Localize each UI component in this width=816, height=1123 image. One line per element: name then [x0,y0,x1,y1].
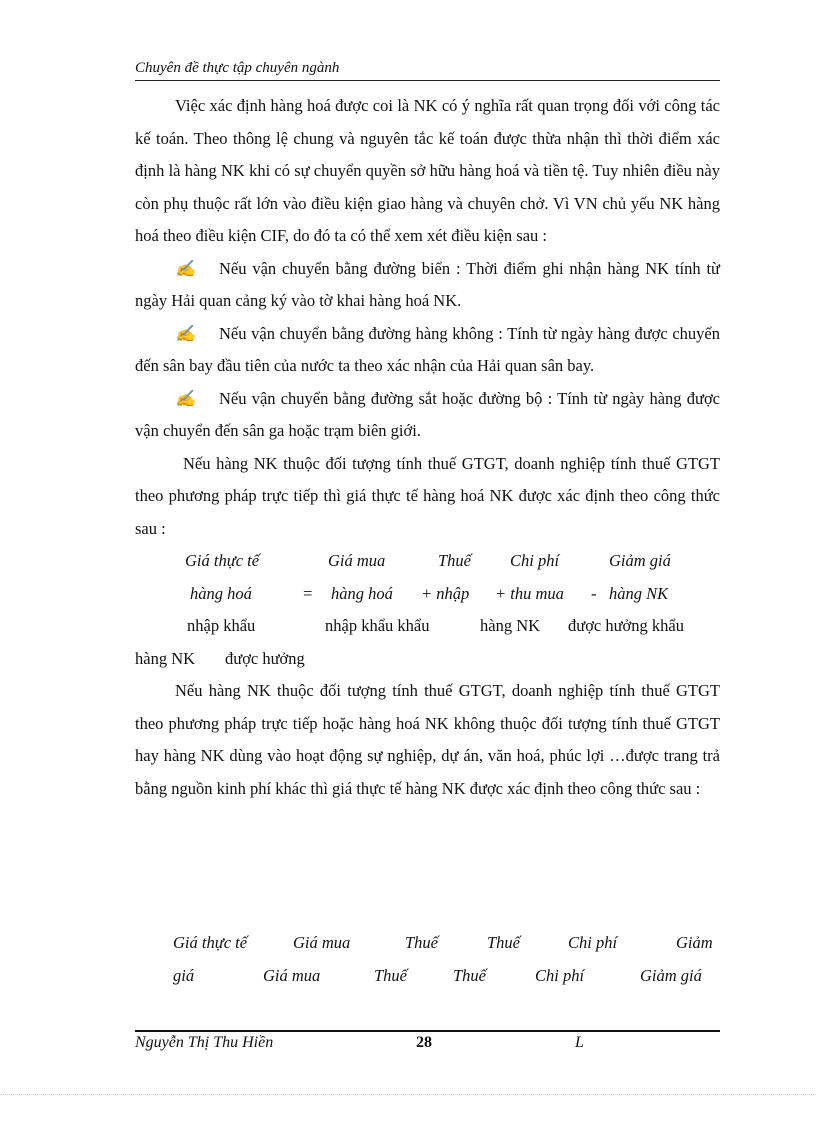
formula2-row2 [135,959,720,992]
formula2 [135,926,720,992]
formula-term: Chi phí [535,966,585,985]
page-header: Chuyên đề thực tập chuyên ngành [135,60,720,81]
paragraph-intro: Việc xác định hàng hoá được coi là NK có ý nghĩa rất quan trọng đối với công tác kế toán. Theo thông lệ chung và nguyên tắc kế toán được thừa nhận thì thời điểm xác định là hàng NK khi có sự chuyển quyền sở hữu hàng hoá và tiền tệ. Tuy nhiên điều này còn phụ thuộc rất lớn vào điều kiện giao hàng và chuyên chở. Vì VN chủ yếu NK hàng hoá theo điều kiện CIF, do đó ta có thể xem xét điều kiện sau : [135,96,720,245]
formula1-row2 [135,578,720,611]
formula-operator: - [591,583,597,603]
writing-hand-icon: ✍ [175,323,196,343]
formula-term: giá [173,966,195,985]
formula-term: Giá thực tế [173,933,248,952]
writing-hand-icon: ✍ [175,258,196,278]
paragraph-formula2-intro: Nếu hàng NK thuộc đối tượng tính thuế GTGT, doanh nghiệp tính thuế GTGT theo phương pháp trực tiếp hoặc hàng hoá NK không thuộc đối tượng tính thuế GTGT hay hàng NK dùng vào hoạt động sự nghiệp, dự án, văn hoá, phúc lợi …được trang trả bằng nguồn kinh phí khác thì giá thực tế hàng NK được xác định theo công thức sau : [135,681,720,798]
formula-term: Giảm giá [640,966,702,985]
formula2-row1 [135,926,720,959]
formula-term: + nhập [421,583,470,603]
formula-term: Thuế [374,966,407,985]
formula-term: nhập khẩu [187,616,256,635]
bullet-land-text: Nếu vận chuyển bằng đường sắt hoặc đường bộ : Tính từ ngày hàng được vận chuyển đến sân ga hoặc trạm biên giới. [135,388,720,440]
formula-term: Giá mua [263,966,321,985]
formula1-row4 [135,643,720,676]
formula-term: Thuế [405,933,438,952]
bullet-land [135,383,720,448]
formula1-row1 [135,545,720,578]
footer-divider [135,1030,720,1032]
formula-term: Giá mua [328,551,386,570]
formula-term: Chi phí [568,933,618,952]
formula-term: Thuế [438,551,471,570]
formula-term: Giảm giá [609,551,671,570]
formula-term: hàng hoá [331,583,393,603]
bullet-sea [135,253,720,318]
formula-term: hàng NK [135,648,196,668]
bullet-air-text: Nếu vận chuyển bằng đường hàng không : Tính từ ngày hàng được chuyển đến sân bay đầu tiên của nước ta theo xác nhận của Hải quan sân bay. [135,323,720,375]
page-number: 28 [416,1034,432,1051]
formula-term: Thuế [453,966,486,985]
footer-mark: L [575,1034,584,1051]
formula-term: hàng hoá [190,583,252,603]
footer-author: Nguyễn Thị Thu Hiền [135,1034,274,1051]
formula-operator: = [302,583,314,603]
formula-term: Giá thực tế [185,551,260,570]
formula-term: hàng NK [609,583,669,603]
page-bottom-dotted-line [0,1094,816,1095]
formula-term: Chi phí [510,551,560,570]
formula1-row3 [135,610,720,643]
bullet-sea-text: Nếu vận chuyển bằng đường biển : Thời điểm ghi nhận hàng NK tính từ ngày Hải quan cảng ký vào tờ khai hàng hoá NK. [135,258,720,310]
writing-hand-icon: ✍ [175,388,196,408]
formula-term: nhập khẩu khẩu [325,616,430,635]
document-body [135,90,720,805]
paragraph-formula1-intro: Nếu hàng NK thuộc đối tượng tính thuế GTGT, doanh nghiệp tính thuế GTGT theo phương pháp trực tiếp thì giá thực tế hàng hoá NK được xác định theo công thức sau : [135,453,720,538]
formula-term: Thuế [487,933,520,952]
formula-term: hàng NK [480,616,541,635]
bullet-air [135,318,720,383]
formula-term: được hưởng khẩu [568,616,684,635]
formula-term: được hưởng [225,648,305,668]
formula-term: Giá mua [293,933,351,952]
formula-term: Giảm [676,933,713,952]
formula-term: + thu mua [495,583,564,603]
